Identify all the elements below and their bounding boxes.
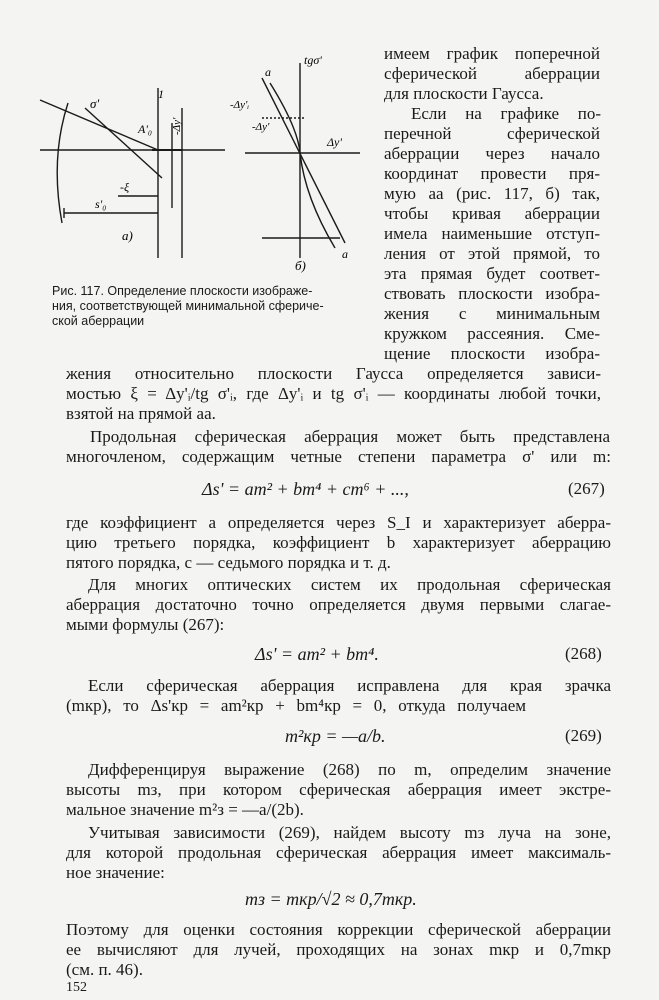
right-line: щение плоскости изобра-	[384, 344, 600, 363]
right-line: кружком рассеяния. Сме-	[384, 324, 600, 343]
right-line: Если на графике по-	[411, 104, 601, 123]
body-line: мыми формулы (267):	[66, 615, 225, 634]
caption-line-1: Рис. 117. Определение плоскости изображе-	[52, 284, 313, 298]
right-line: ления от этой прямой, то	[384, 244, 600, 263]
fig-label-one: 1	[158, 87, 164, 101]
caption-line-2: ния, соответствующей минимальной сфериче-	[52, 299, 324, 313]
right-line: аберрации через начало	[384, 144, 600, 163]
body-line: Учитывая зависимости (269), найдем высоту mз луча на зоне,	[88, 823, 611, 842]
fig-label-a-top: a	[265, 65, 271, 79]
body-line: Если сферическая аберрация исправлена для края зрачка	[88, 676, 611, 695]
right-line: чтобы кривая аберрации	[384, 204, 600, 223]
body-line: Продольная сферическая аберрация может быть представлена	[90, 427, 610, 446]
body-line: (см. п. 46).	[66, 960, 143, 979]
right-line: ствовать плоскости изобра-	[384, 284, 600, 303]
fig-label-s0: s'₀	[95, 197, 107, 211]
fig-label-xi: -ξ	[120, 180, 130, 194]
right-line: жения с минимальным	[384, 304, 600, 323]
right-line: имела наименьшие отступ-	[384, 224, 600, 243]
body-line: мостью ξ = Δy'ᵢ/tg σ'ᵢ, где Δy'ᵢ и tg σ'ᵢ — координаты любой точки,	[66, 384, 601, 403]
body-line: жения относительно плоскости Гаусса определяется зависи-	[66, 364, 601, 383]
body-line: аберрация достаточно точно определяется двумя первыми слагае-	[66, 595, 611, 614]
fig-label-b: б)	[295, 258, 306, 273]
equation-267: Δs' = am² + bm⁴ + cm⁶ + ...,	[202, 479, 409, 499]
right-line: имеем график поперечной	[384, 44, 600, 63]
fig-label-A0: A'₀	[138, 122, 153, 136]
right-line: мую aa (рис. 117, б) так,	[384, 184, 600, 203]
right-line: сферической аберрации	[384, 64, 600, 83]
fig-label-a-bottom: a	[342, 247, 348, 261]
right-line: координат провести пря-	[384, 164, 600, 183]
equation-268-number: (268)	[565, 644, 602, 663]
body-line: для которой продольная сферическая аберрация имеет максималь-	[66, 843, 611, 862]
body-line: ее вычисляют для лучей, проходящих на зонах mкр и 0,7mкр	[66, 940, 611, 959]
figure-117	[30, 48, 370, 283]
right-line: перечной сферической	[384, 124, 600, 143]
fig-label-dy-mid: -Δy'	[252, 121, 270, 133]
figure-b	[245, 63, 360, 258]
body-line: мальное значение m²з = —a/(2b).	[66, 800, 304, 819]
fig-label-a: а)	[122, 228, 133, 243]
fig-label-dy-axis: Δy'	[327, 135, 342, 149]
fig-label-dyi: -Δy'ᵢ	[230, 99, 250, 111]
fig-label-dy: -Δy'	[171, 117, 183, 135]
body-line: многочленом, содержащим четные степени параметра σ' или m:	[66, 447, 611, 466]
body-line: высоты mз, при котором сферическая аберрация имеет экстре-	[66, 780, 611, 799]
body-line: цию третьего порядка, коэффициент b характеризует аберрацию	[66, 533, 611, 552]
right-line: для плоскости Гаусса.	[384, 84, 544, 103]
fig-label-sigma: σ'	[90, 96, 100, 111]
fig-label-tg: tgσ'	[304, 53, 322, 67]
body-line: Для многих оптических систем их продольная сферическая	[88, 575, 611, 594]
body-line: Дифференцируя выражение (268) по m, определим значение	[88, 760, 611, 779]
equation-final: mз = mкр/√2 ≈ 0,7mкр.	[245, 889, 417, 909]
body-line: взятой на прямой aa.	[66, 404, 216, 423]
body-line: Поэтому для оценки состояния коррекции сферической аберрации	[66, 920, 611, 939]
page-number: 152	[66, 980, 87, 995]
right-line: эта прямая будет соответ-	[384, 264, 600, 283]
body-line: пятого порядка, c — седьмого порядка и т. д.	[66, 553, 391, 572]
equation-269: m²кр = —a/b.	[285, 726, 386, 746]
body-line: где коэффициент a определяется через S_I и характеризует аберра-	[66, 513, 611, 532]
body-line: ное значение:	[66, 863, 165, 882]
equation-268: Δs' = am² + bm⁴.	[255, 644, 379, 664]
body-line: (mкр), то Δs'кр = am²кр + bm⁴кр = 0, откуда получаем	[66, 696, 526, 715]
equation-267-number: (267)	[568, 479, 605, 498]
equation-269-number: (269)	[565, 726, 602, 745]
caption-line-3: ской аберрации	[52, 314, 145, 328]
